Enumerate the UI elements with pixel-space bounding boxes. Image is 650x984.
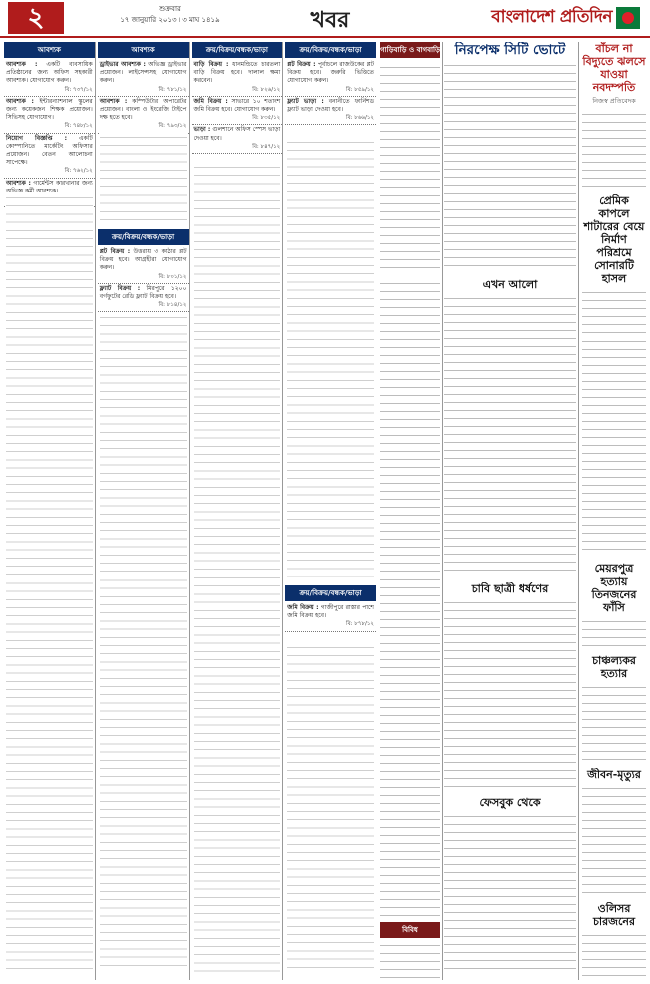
story — [380, 922, 440, 980]
story-headline: ওলিসর চারজনের — [592, 902, 636, 928]
story-body — [582, 616, 646, 652]
brand-logo — [491, 5, 640, 31]
story-box-heading: বিবিধ — [380, 922, 440, 938]
ad-lead: আবশ্যক : — [99, 97, 128, 105]
main-headline: নিরপেক্ষ সিটি ভোটে — [454, 42, 566, 58]
ad-ref: বি: ৭৪৮/১২ — [64, 123, 93, 130]
classified-ad — [98, 284, 189, 313]
ad-lead: ভাড়া : — [193, 126, 211, 134]
classified-ad — [4, 60, 95, 97]
sub-section — [285, 582, 376, 632]
ad-lead: আবশ্যক : — [6, 179, 31, 187]
story — [582, 902, 646, 980]
classified-column — [285, 42, 376, 980]
ad-lead: প্লট বিক্রয় : — [99, 248, 131, 255]
ad-ref: বি: ৮০১/১২ — [158, 273, 187, 280]
ad-lead: জমি বিক্রয় : — [193, 97, 228, 105]
ad-ref: বি: ৭৬২/১২ — [64, 168, 93, 175]
classified-text-block — [287, 137, 374, 577]
classified-text-block — [6, 192, 93, 972]
story-headline: জীবন-মৃত্যুর — [587, 768, 641, 781]
classified-text-block — [100, 312, 187, 972]
ad-ref: বি: ৮৩৫/১২ — [252, 115, 281, 122]
story-byline: নিজস্ব প্রতিবেদক — [592, 97, 636, 105]
ad-ref: বি: ৮৪৭/১২ — [252, 143, 281, 150]
story-headline: প্রেমিক কাপলে শাটারের বেয়ে নির্মাণ পরিশ্রমে সোনারটি হাসল — [583, 194, 645, 285]
story — [582, 194, 646, 334]
ad-text: সাভারে ১০ শতাংশ জমি বিক্রয় হবে। যোগাযোগ করুন। — [193, 97, 281, 114]
day-label: শুক্রবার — [159, 5, 181, 13]
ad-lead: নিয়োগ বিজ্ঞপ্তি : — [6, 134, 68, 142]
ad-ref: বি: ৮৭৮/১২ — [346, 621, 374, 628]
classified-ad — [285, 603, 376, 632]
classified-text-block — [194, 162, 281, 972]
date-label: ১৭ জানুয়ারি ২০১৩ ৷ ৩ মাঘ ১৪১৯ — [120, 16, 220, 24]
ad-lead: ড্রাইভার আবশ্যক : — [99, 61, 146, 68]
ad-ref: বি: ৮২৬/১২ — [252, 86, 281, 93]
ad-lead: আবশ্যক : — [6, 97, 34, 105]
ad-text: গার্মেন্টস কারখানার জন্য — [33, 179, 93, 187]
classified-ad — [192, 97, 283, 126]
column-rule — [442, 42, 443, 980]
story-body — [444, 293, 576, 573]
date-block — [80, 4, 260, 26]
ad-ref: বি: ৮৬৬/১২ — [346, 115, 374, 122]
classifieds-section — [4, 42, 376, 980]
story-box — [380, 42, 440, 272]
story-body — [582, 109, 646, 189]
ad-text: বনানীতে ফার্নিশড ফ্ল্যাট ভাড়া দেওয়া হবে। — [287, 97, 374, 114]
ad-ref: বি: ৮১৪/১২ — [158, 302, 187, 309]
ad-text: ধানমন্ডিতে চারতলা বাড়ি বিক্রয় হবে। দালাল ক্ষমা করবেন। — [193, 61, 281, 85]
column-rule — [578, 42, 579, 980]
story-headline: মেয়রপুত্র হত্যায় তিনজনের ফাঁসি — [591, 562, 637, 614]
ad-text: অভিজ্ঞ ড্রাইভার প্রয়োজন। লাইসেন্সসহ যোগাযোগ করুন। — [99, 61, 187, 85]
story-box-heading: গাড়িবাড়ি ও বাগবাড়ি — [380, 42, 440, 58]
classified-text-block — [100, 132, 187, 222]
brand-name: বাংলাদেশ প্রতিদিন — [491, 7, 612, 27]
ad-lead: ফ্ল্যাট বিক্রয় : — [99, 284, 141, 292]
masthead — [0, 0, 650, 38]
story — [444, 278, 576, 578]
brand-flag-icon — [616, 7, 640, 29]
classified-ad — [98, 247, 189, 284]
page-number: ২ — [8, 2, 64, 34]
story-headline: চাঞ্চল্যকর হত্যার — [592, 654, 636, 680]
column-heading: আবশ্যক — [98, 42, 189, 58]
story-body — [582, 682, 646, 764]
sub-section — [98, 226, 189, 312]
story-body — [582, 783, 646, 893]
ad-ref: বি: ৮৫৯/১২ — [346, 86, 374, 93]
story-headline: ফেসবুক থেকে — [479, 796, 541, 809]
story-body — [380, 62, 440, 272]
column-heading: ক্রয়/বিক্রয়/বন্ধক/ভাড়া — [192, 42, 283, 58]
story — [582, 768, 646, 898]
story-headline: চাবি ছাত্রী ধর্ষণের — [471, 582, 549, 595]
classified-ad — [98, 97, 189, 134]
classified-ad — [98, 60, 189, 97]
ad-lead: ফ্ল্যাট ভাড়া : — [287, 97, 324, 105]
story — [444, 582, 576, 792]
ad-lead: বাড়ি বিক্রয় : — [193, 61, 229, 68]
story-headline: এখন আলো — [482, 278, 538, 291]
story-body — [444, 811, 576, 975]
ad-text: ইন্টারন্যাশনাল স্কুলের জন্য কয়েকজন শিক্ষক প্রয়োজন। সিভিসহ যোগাযোগ। — [6, 97, 93, 122]
story-body — [380, 278, 440, 918]
ad-text: পূর্বাচলে রাজউকের প্লট বিক্রয় হবে। জরুরি ভিত্তিতে যোগাযোগ করুন। — [287, 61, 374, 85]
ad-ref: বি: ৭৩৭/১২ — [64, 86, 93, 93]
story-body — [444, 597, 576, 787]
classified-ad — [285, 97, 376, 126]
classified-ad — [4, 134, 95, 179]
classified-ad — [4, 97, 95, 134]
ad-text: কম্পিউটার অপারেটর প্রয়োজন। বাংলা ও ইংরেজি টাইপে দক্ষ হতে হবে। — [99, 97, 187, 122]
classified-column — [4, 42, 96, 980]
story-body — [444, 60, 576, 270]
classified-column — [192, 42, 284, 980]
story — [380, 278, 440, 918]
story-body — [582, 287, 646, 334]
story-headline: বাঁচল না বিদ্যুতে ঝলসে যাওয়া নবদম্পতি — [582, 42, 646, 94]
story-body — [582, 336, 646, 556]
story — [582, 336, 646, 556]
ad-text: মিরপুরে ১২০০ বর্গফুটের রেডি ফ্ল্যাট বিক্রয় হবে। — [99, 284, 187, 301]
column-subheading: ক্রয়/বিক্রয়/বন্ধক/ভাড়া — [285, 585, 376, 601]
story-body — [582, 930, 646, 980]
main-story — [444, 42, 576, 274]
story — [582, 562, 646, 652]
ad-text: একটি কোম্পানিতে মার্কেটিং অফিসার প্রয়োজন। বেতন আলোচনা সাপেক্ষে। — [6, 134, 93, 167]
column-subheading: ক্রয়/বিক্রয়/বন্ধক/ভাড়া — [98, 229, 189, 245]
news-section — [380, 42, 646, 980]
column-heading: আবশ্যক — [4, 42, 95, 58]
story — [582, 42, 646, 192]
section-title: খবর — [310, 7, 350, 33]
classified-ad — [285, 60, 376, 97]
ad-text: উত্তরায় ৩ কাঠার প্লট বিক্রয় হবে। আগ্রহীরা যোগাযোগ করুন। — [99, 248, 187, 272]
classified-ad — [192, 125, 283, 154]
ad-lead: আবশ্যক : — [6, 61, 38, 68]
ad-text: গুলশানে অফিস স্পেস ভাড়া দেওয়া হবে। — [193, 126, 281, 142]
ad-lead: জমি বিক্রয় : — [287, 604, 319, 611]
ad-ref: বি: ৭৯৩/১২ — [158, 123, 187, 130]
classified-text-block — [287, 642, 374, 972]
ad-text: একটি ব্যবসায়িক প্রতিষ্ঠানের জন্য অফিস সহকারী আবশ্যক। যোগাযোগ করুন। — [6, 61, 93, 85]
classified-ad — [192, 60, 283, 97]
story — [582, 654, 646, 764]
ad-text: গাজীপুরে রাস্তার পাশে জমি বিক্রয় হবে। — [287, 604, 374, 620]
column-heading: ক্রয়/বিক্রয়/বন্ধক/ভাড়া — [285, 42, 376, 58]
story — [444, 796, 576, 980]
ad-lead: প্লট বিক্রয় : — [287, 61, 316, 68]
ad-ref: বি: ৭৮১/১২ — [158, 86, 187, 93]
classified-column — [98, 42, 190, 980]
story-body — [380, 940, 440, 980]
